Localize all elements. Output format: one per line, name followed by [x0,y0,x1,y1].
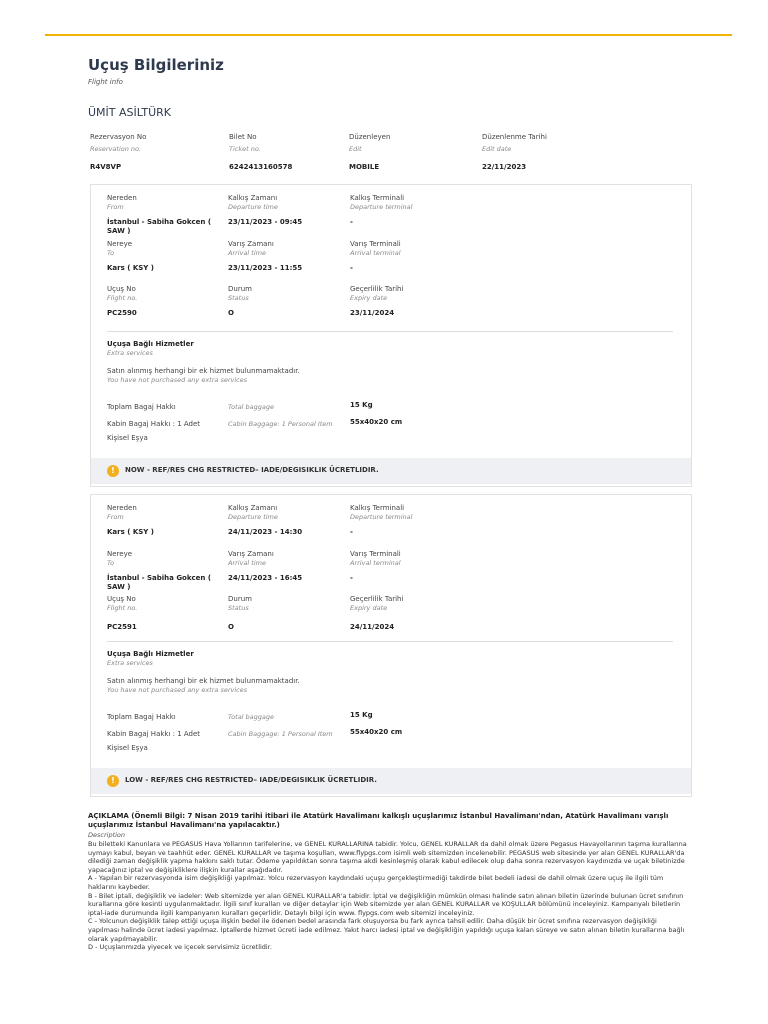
arrival-terminal-sub: Arrival terminal [350,559,401,567]
reservation-no-label: Rezervasyon No [90,133,147,141]
total-baggage-value: 15 Kg [350,711,373,719]
expiry-field [350,595,470,632]
description-section [88,812,688,952]
departure-time-field [228,194,348,227]
extras-text-sub: You have not purchased any extra services [107,376,248,384]
to-sub: To [107,559,115,567]
personal-item-label: Kişisel Eşya [107,434,148,442]
arrival-time-value: 23/11/2023 - 11:55 [228,264,303,272]
reservation-no-sub: Reservation no. [90,145,142,153]
description-title: AÇIKLAMA (Önemli Bilgi: 7 Nisan 2019 tarihi itibari ile Atatürk Havalimanı kalkışlı uçuşlarımız İstanbul Havalimanı'ndan, Atatürk Havalimanı varışlı uçuşlarımız İstanbul Havalimanı'na yapılacaktır.) [88,812,669,829]
status-label: Durum [228,595,252,603]
arrival-time-sub: Arrival time [228,559,266,567]
arrival-time-label: Varış Zamanı [228,550,274,558]
issue-date-value: 22/11/2023 [482,163,527,171]
flight-no-sub: Flight no. [107,604,138,612]
extras-title: Uçuşa Bağlı Hizmetler [107,650,194,658]
cabin-baggage-value: 55x40x20 cm [350,728,403,736]
reservation-no-field [90,133,210,172]
fare-warning-bar [91,768,691,794]
personal-item-label: Kişisel Eşya [107,744,148,752]
departure-time-label: Kalkış Zamanı [228,194,278,202]
arrival-terminal-label: Varış Terminali [350,550,401,558]
issuer-value: MOBILE [349,163,380,171]
issuer-label: Düzenleyen [349,133,391,141]
arrival-time-field [228,240,348,273]
extras-sub: Extra services [107,349,153,357]
departure-time-sub: Departure time [228,203,278,211]
status-value: O [228,309,234,317]
passenger-name: ÜMİT ASİLTÜRK [88,106,171,119]
extras-text-sub: You have not purchased any extra services [107,686,248,694]
departure-terminal-label: Kalkış Terminali [350,194,405,202]
departure-terminal-sub: Departure terminal [350,513,413,521]
departure-terminal-sub: Departure terminal [350,203,413,211]
to-label: Nereye [107,550,133,558]
description-paragraph: B - Bilet iptali, değişiklik ve iadeler: Web sitemizde yer alan GENEL KURALLAR'a tabidir. İptal ve değişikliğin mümkün olması halinde satın alınan biletin üzerinde bulunan ücret sınıfının kurallarına göre kesinti uygulanmaktadır. İlgili sınıf kuralları ve diğer detaylar için Web sitemizde yer alan GENEL KURALLAR ve KOŞULLAR bölümünü inceleyiniz. Kampanyalı biletlerin iptal-iade durumunda ilgili kampanyanın kuralları geçerlidir. Detaylı bilgi için www. flypgs.com web sitemizi inceleyiniz. [88,891,684,917]
warning-icon: ! [107,775,119,787]
arrival-terminal-field [350,240,470,273]
description-subtitle: Description [88,831,126,839]
departure-terminal-field [350,504,470,537]
from-sub: From [107,203,124,211]
total-baggage-value: 15 Kg [350,401,373,409]
flight-no-field [107,595,227,632]
ticket-no-label: Bilet No [229,133,257,141]
cabin-baggage-value: 55x40x20 cm [350,418,403,426]
expiry-label: Geçerlilik Tarihi [350,595,404,603]
to-sub: To [107,249,115,257]
ticket-no-sub: Ticket no. [229,145,261,153]
status-sub: Status [228,604,249,612]
issue-date-field [482,133,602,172]
departure-terminal-value: - [350,218,353,226]
departure-time-value: 24/11/2023 - 14:30 [228,528,303,536]
extras-text: Satın alınmış herhangi bir ek hizmet bulunmamaktadır. [107,367,300,375]
status-field [228,285,348,318]
issuer-sub: Edit [349,145,362,153]
description-paragraph: D - Uçuşlarımızda yiyecek ve içecek servisimiz ücretlidir. [88,943,272,952]
status-sub: Status [228,294,249,302]
flight-no-label: Uçuş No [107,285,136,293]
ticket-no-value: 6242413160578 [229,163,293,171]
status-label: Durum [228,285,252,293]
departure-terminal-label: Kalkış Terminali [350,504,405,512]
status-field [228,595,348,632]
description-paragraph: A - Yapılan bir rezervasyonda isim değişikliği yapılmaz. Yolcu rezervasyon kaydındaki uçuşu gerçekleştirmediği takdirde bilet bedeli iadesi de dahil olmak üzere uçuş ile ilgili tüm haklarını kaybeder. [88,874,664,891]
extras-text: Satın alınmış herhangi bir ek hizmet bulunmamaktadır. [107,677,300,685]
arrival-terminal-label: Varış Terminali [350,240,401,248]
arrival-terminal-value: - [350,264,353,272]
cabin-baggage-label: Kabin Bagaj Hakkı : 1 Adet [107,420,201,428]
from-label: Nereden [107,194,137,202]
description-paragraph: C - Yolcunun değişiklik talep ettiği uçuşa ilişkin bedel ile ödenen bedel arasında fark oluşuyorsa bu fark ayrıca tahsil edilir. Daha düşük bir ücret sınıfına rezervasyon değişikliği yapılması halinde ücret iadesi yapılmaz. İptallerde hizmet ücreti iade edilmez. Yakıt harcı iadesi iptal ve değişikliğin yapıldığı uçuşa kalan süreye ve satın alınan biletin kurallarına bağlı olarak yapılmayabilir. [88,917,685,943]
from-value: Kars ( KSY ) [107,528,155,536]
to-field [107,550,227,592]
arrival-time-value: 24/11/2023 - 16:45 [228,574,303,582]
expiry-value: 24/11/2024 [350,623,395,631]
flight-no-sub: Flight no. [107,294,138,302]
ticket-no-field [229,133,349,172]
from-field [107,504,227,537]
flight-no-label: Uçuş No [107,595,136,603]
cabin-baggage-sub: Cabin Baggage: 1 Personal Item [228,730,333,738]
extras-sub: Extra services [107,659,153,667]
to-value: İstanbul - Sabiha Gokcen ( SAW ) [107,574,212,591]
page-title: Uçuş Bilgileriniz [88,56,224,74]
section-divider [107,331,673,332]
total-baggage-sub: Total baggage [228,403,275,411]
departure-terminal-field [350,194,470,227]
departure-terminal-value: - [350,528,353,536]
cabin-baggage-sub: Cabin Baggage: 1 Personal Item [228,420,333,428]
page-subtitle: Flight info [88,78,123,86]
header-accent-line [45,34,732,36]
departure-time-label: Kalkış Zamanı [228,504,278,512]
from-sub: From [107,513,124,521]
from-value: İstanbul - Sabiha Gokcen ( SAW ) [107,218,212,235]
issue-date-label: Düzenlenme Tarihi [482,133,547,141]
arrival-time-label: Varış Zamanı [228,240,274,248]
extras-section [107,340,407,385]
arrival-terminal-value: - [350,574,353,582]
warning-icon: ! [107,465,119,477]
departure-time-value: 23/11/2023 - 09:45 [228,218,303,226]
extras-title: Uçuşa Bağlı Hizmetler [107,340,194,348]
to-field [107,240,227,273]
arrival-terminal-field [350,550,470,583]
description-paragraph: Bu biletteki Kanunlara ve PEGASUS Hava Yollarının tarifelerine, ve GENEL KURALLARINA tabidir. Yolcu, GENEL KURALLAR da dahil olmak üzere Pegasus Havayollarının taşıma kurallarına uymayı kabul, beyan ve taahhüt eder. GENEL KURALLAR ve taşıma koşulları, www.flypgs.com isimli web sitemizden incelenebilir. PEGASUS web sitesinde yer alan GENEL KURALLAR'da dilediği zaman değişiklik yapma hakkını saklı tutar. Ödeme yapıldıktan sonra taşıma akdi kesinleşmiş olarak kabul edilecek olup daha sonra rezervasyon kaydınızda ve uçak biletinizde yapacağınız iptal ve değişikliklere ilişkin kurallar aşağıdadır. [88,840,687,874]
fare-warning-bar [91,458,691,484]
arrival-time-field [228,550,348,583]
total-baggage-label: Toplam Bagaj Hakkı [107,403,176,411]
issue-date-sub: Edit date [482,145,512,153]
total-baggage-label: Toplam Bagaj Hakkı [107,713,176,721]
flight-no-value: PC2591 [107,623,137,631]
expiry-value: 23/11/2024 [350,309,395,317]
cabin-baggage-label: Kabin Bagaj Hakkı : 1 Adet [107,730,201,738]
arrival-time-sub: Arrival time [228,249,266,257]
to-label: Nereye [107,240,133,248]
flight-no-field [107,285,227,318]
departure-time-sub: Departure time [228,513,278,521]
fare-warning-text: LOW - REF/RES CHG RESTRICTED– IADE/DEGISIKLIK ÜCRETLIDIR. [125,776,377,784]
expiry-field [350,285,470,318]
section-divider [107,641,673,642]
expiry-label: Geçerlilik Tarihi [350,285,404,293]
extras-section [107,650,407,695]
reservation-no-value: R4V8VP [90,163,122,171]
total-baggage-sub: Total baggage [228,713,275,721]
fare-warning-text: NOW - REF/RES CHG RESTRICTED– IADE/DEGISIKLIK ÜCRETLIDIR. [125,466,379,474]
issuer-field [349,133,469,172]
flight-no-value: PC2590 [107,309,137,317]
flight-card-1 [90,184,692,487]
expiry-sub: Expiry date [350,604,388,612]
status-value: O [228,623,234,631]
from-field [107,194,227,236]
flight-card-2 [90,494,692,797]
description-body [88,840,688,952]
arrival-terminal-sub: Arrival terminal [350,249,401,257]
from-label: Nereden [107,504,137,512]
to-value: Kars ( KSY ) [107,264,155,272]
departure-time-field [228,504,348,537]
expiry-sub: Expiry date [350,294,388,302]
